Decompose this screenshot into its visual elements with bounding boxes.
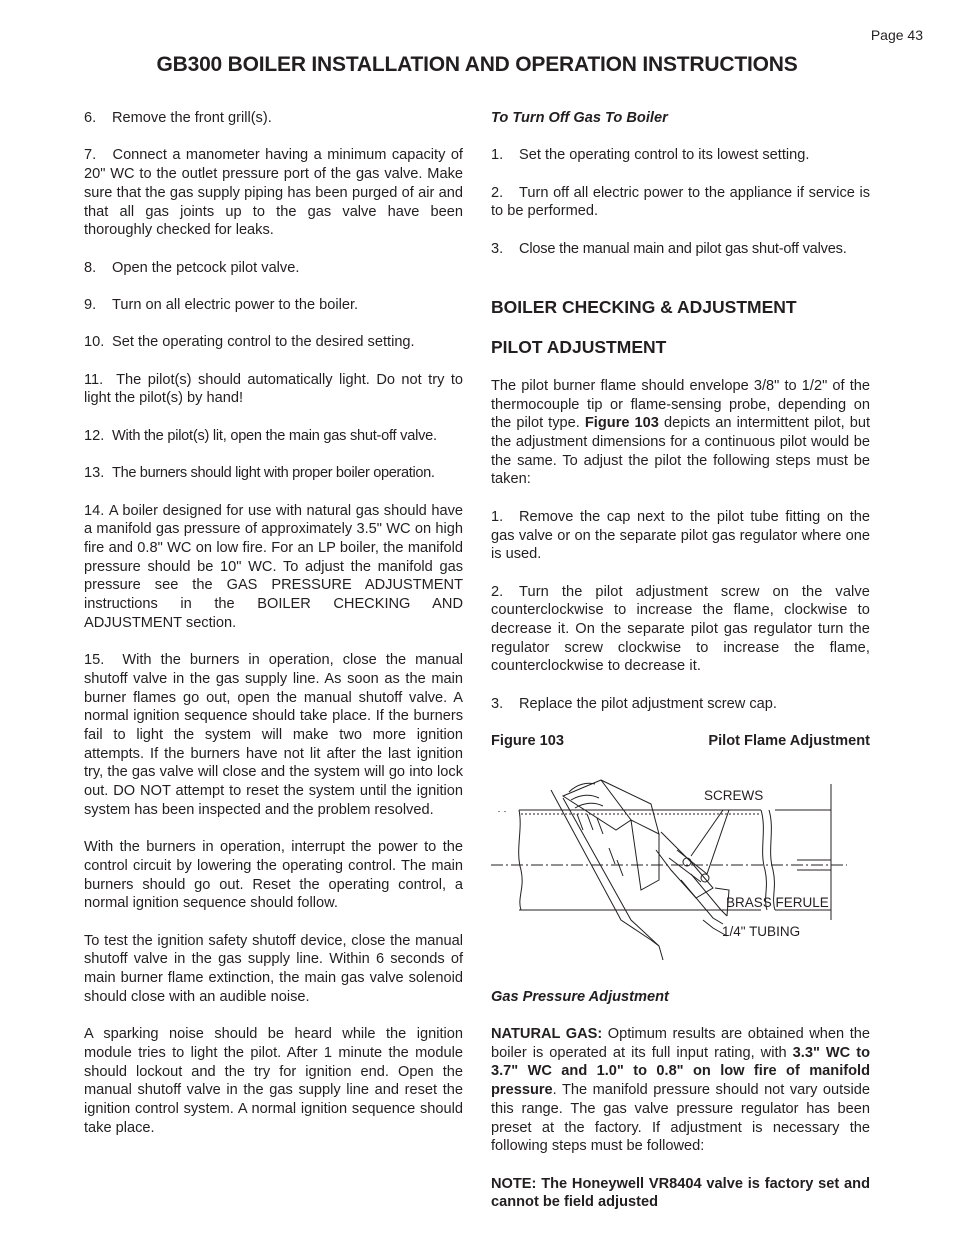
page-number: Page 43 <box>870 27 923 43</box>
para-test-shutoff: To test the ignition safety shutoff device, close the manual shutoff valve in the gas supply line. Within 6 seconds of main burner flame extinction, the main gas valve solenoid should close with an audible noise. <box>84 932 463 1005</box>
right-column <box>491 109 870 1231</box>
label-brass-ferule: BRASS FERULE <box>726 894 829 910</box>
section-heading-pilot: PILOT ADJUSTMENT <box>491 337 667 358</box>
turn-off-step-2: 2. Turn off all electric power to the appliance if service is to be performed. <box>491 184 870 220</box>
step-15: 15. With the burners in operation, close the manual shutoff valve in the gas supply line. As soon as the main burner flames go out, open the manual shutoff valve. A normal ignition sequence should take place. If the burners fail to light the system will make two more ignition attempts. If the burners have not lit after the last ignition try, the gas valve will close and the system will go into lock out. DO NOT attempt to reset the system until the ignition system has been inspected and the problem resolved. <box>84 652 464 818</box>
step-10: 10. Set the operating control to the desired setting. <box>84 334 415 351</box>
step-6: 6. Remove the front grill(s). <box>84 110 272 126</box>
step-12: 12. With the pilot(s) lit, open the main gas shut-off valve. <box>84 427 437 444</box>
step-7: 7. Connect a manometer having a minimum capacity of 20" WC to the outlet pressure port of the gas valve. Make sure that the gas supply piping has been purged of air and that all gas joints up to the gas valve have been thoroughly checked for leaks. <box>84 147 463 239</box>
document-title: GB300 BOILER INSTALLATION AND OPERATION INSTRUCTIONS <box>156 53 798 76</box>
pilot-flame-figure <box>491 770 870 970</box>
honeywell-note: NOTE: The Honeywell VR8404 valve is factory set and cannot be field adjusted <box>491 1175 870 1211</box>
turn-off-heading: To Turn Off Gas To Boiler <box>491 110 668 126</box>
pilot-step-3: 3. Replace the pilot adjustment screw cap. <box>491 695 777 712</box>
step-11: 11. The pilot(s) should automatically light. Do not try to light the pilot(s) by hand! <box>84 371 463 407</box>
figure-caption <box>491 732 870 751</box>
pilot-intro: The pilot burner flame should envelope 3/8" to 1/2" of the thermocouple tip or flame-sensing probe, depending on the pilot type. Figure 103 depicts an intermittent pilot, but the adjustment dimensions for a continuous pilot would be the same. To adjust the pilot the following steps must be taken: <box>491 377 870 488</box>
left-column <box>84 109 463 1156</box>
para-interrupt-power: With the burners in operation, interrupt the power to the control circuit by lowering the operating control. The main burners should go out. Reset the operating control, a normal ignition sequence should follow. <box>84 839 463 912</box>
step-9: 9. Turn on all electric power to the boiler. <box>84 296 359 313</box>
gas-pressure-heading: Gas Pressure Adjustment <box>491 988 669 1005</box>
step-8: 8. Open the petcock pilot valve. <box>84 259 300 276</box>
step-13: 13. The burners should light with proper boiler operation. <box>84 465 435 482</box>
turn-off-step-1: 1. Set the operating control to its lowest setting. <box>491 147 810 164</box>
label-screws: SCREWS <box>704 787 764 803</box>
label-tubing: 1/4" TUBING <box>722 923 801 939</box>
step-14: 14. A boiler designed for use with natural gas should have a manifold gas pressure of approximately 3.5" WC on high fire and 0.8" WC on low fire. For an LP boiler, the manifold pressure should be 10" WC. To adjust the manifold gas pressure see the GAS PRESSURE ADJUSTMENT instructions in the BOILER CHECKING AND ADJUSTMENT section. <box>84 502 463 631</box>
natural-gas-paragraph: NATURAL GAS: Optimum results are obtained when the boiler is operated at its full input rating, with 3.3" WC to 3.7" WC and 1.0" to 0.8" on low fire of manifold pressure. The manifold pressure should not vary outside this range. The gas valve pressure regulator has been preset at the factory. If adjustment is necessary the following steps must be followed: <box>491 1026 871 1155</box>
pilot-assembly-drawing <box>491 770 870 970</box>
pilot-step-2: 2. Turn the pilot adjustment screw on the valve counterclockwise to increase the flame, clockwise to decrease it. On the separate pilot gas regulator turn the regulator screw clockwise to increase the flame, counterclockwise to decrease it. <box>491 583 870 675</box>
pilot-step-1: 1. Remove the cap next to the pilot tube fitting on the gas valve or on the separate pilot gas regulator where one is used. <box>491 508 870 563</box>
turn-off-step-3: 3. Close the manual main and pilot gas shut-off valves. <box>491 240 847 257</box>
para-sparking-noise: A sparking noise should be heard while the ignition module tries to light the pilot. After 1 minute the module should lockout and the try for ignition end. Open the manual shutoff valve in the gas supply line and reset the ignition control system. A normal ignition sequence should take place. <box>84 1026 463 1136</box>
figure-title: Pilot Flame Adjustment <box>708 733 870 750</box>
figure-number: Figure 103 <box>491 733 564 750</box>
section-heading-checking: BOILER CHECKING & ADJUSTMENT <box>491 296 797 317</box>
